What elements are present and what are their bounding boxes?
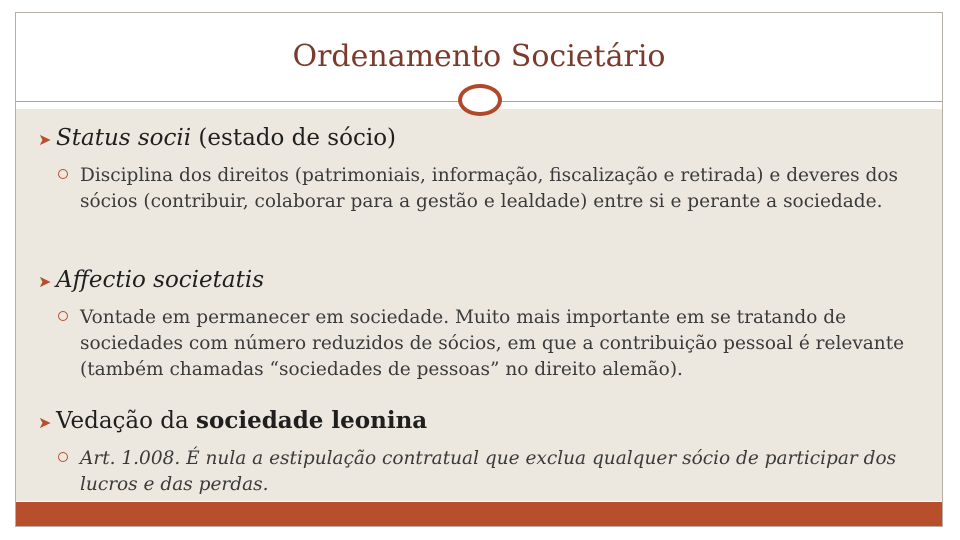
arrow-bullet-icon: ➤ (38, 413, 52, 432)
arrow-bullet-icon: ➤ (38, 272, 52, 291)
heading-bold: sociedade leonina (196, 407, 428, 434)
section-sociedade-leonina (38, 406, 918, 498)
sub-item (58, 163, 918, 215)
slide-title: Ordenamento Societário (292, 39, 666, 74)
sub-item (58, 446, 918, 498)
sub-item-text: Disciplina dos direitos (patrimoniais, informação, fiscalização e retirada) e deveres dos sócios (contribuir, colaborar para a gestão e lealdade) entre si e perante a sociedade. (80, 165, 899, 212)
arrow-bullet-icon: ➤ (38, 130, 52, 149)
heading-rest: (estado de sócio) (191, 125, 397, 151)
heading-italic: Affectio societatis (56, 267, 265, 293)
heading-italic: Status socii (56, 125, 192, 151)
sub-item-text: Vontade em permanecer em sociedade. Muito mais importante em se tratando de sociedades com número reduzidos de sócios, em que a contribuição pessoal é relevante (também chamadas “sociedades de pessoas” no direito alemão). (80, 307, 905, 380)
slide (15, 12, 943, 527)
section-heading (38, 123, 918, 155)
section-heading (38, 406, 918, 438)
content-area (16, 109, 942, 501)
section-status-socii (38, 123, 918, 215)
section-heading (38, 265, 918, 297)
circle-bullet-icon (58, 452, 68, 462)
circle-bullet-icon (58, 169, 68, 179)
circle-bullet-icon (58, 311, 68, 321)
sub-item-text: Art. 1.008. É nula a estipulação contratual que exclua qualquer sócio de participar dos lucros e das perdas. (80, 448, 897, 495)
sub-item (58, 305, 918, 383)
ring-icon (458, 84, 502, 116)
heading-plain: Vedação da (56, 408, 197, 434)
footer-bar (16, 502, 942, 526)
section-affectio-societatis (38, 265, 918, 383)
